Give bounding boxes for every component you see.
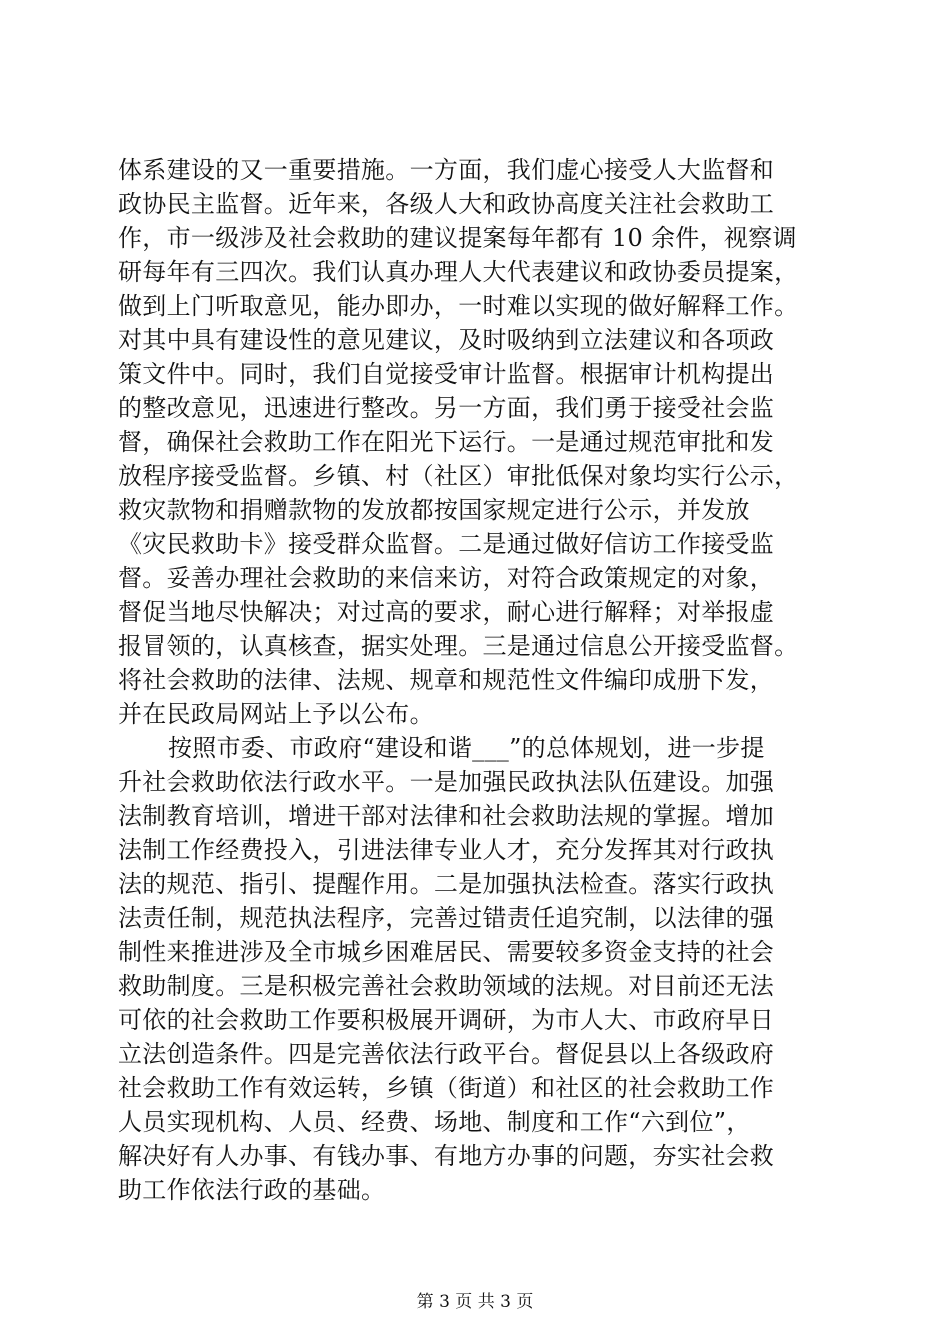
text-line: 法制工作经费投入，引进法律专业人才，充分发挥其对行政执 <box>118 836 775 864</box>
text-line: 按照市委、市政府“建设和谐___”的总体规划，进一步提 <box>168 734 765 762</box>
page-number-footer: 第 3 页 共 3 页 <box>416 1292 534 1312</box>
text-line: 的整改意见，迅速进行整改。另一方面，我们勇于接受社会监 <box>118 394 775 422</box>
text-line: 助工作依法行政的基础。 <box>118 1176 386 1204</box>
text-line: 救灾款物和捐赠款物的发放都按国家规定进行公示，并发放 <box>118 496 750 524</box>
body-text <box>118 153 838 1207</box>
text-line: 研每年有三四次。我们认真办理人大代表建议和政协委员提案， <box>118 258 799 286</box>
text-line: 立法创造条件。四是完善依法行政平台。督促县以上各级政府 <box>118 1040 775 1068</box>
text-line: 《灾民救助卡》接受群众监督。二是通过做好信访工作接受监 <box>118 530 775 558</box>
text-line: 政协民主监督。近年来，各级人大和政协高度关注社会救助工 <box>118 190 775 218</box>
text-line: 法的规范、指引、提醒作用。二是加强执法检查。落实行政执 <box>118 870 775 898</box>
text-line: 解决好有人办事、有钱办事、有地方办事的问题，夯实社会救 <box>118 1142 775 1170</box>
text-line: 法责任制，规范执法程序，完善过错责任追究制，以法律的强 <box>118 904 775 932</box>
text-line: 将社会救助的法律、法规、规章和规范性文件编印成册下发， <box>118 666 775 694</box>
paragraph-2 <box>118 731 838 1207</box>
text-line: 督。妥善办理社会救助的来信来访，对符合政策规定的对象， <box>118 564 775 592</box>
text-line: 并在民政局网站上予以公布。 <box>118 700 434 728</box>
text-line: 可依的社会救助工作要积极展开调研，为市人大、市政府早日 <box>118 1006 775 1034</box>
text-line: 做到上门听取意见，能办即办，一时难以实现的做好解释工作。 <box>118 292 799 320</box>
text-line: 救助制度。三是积极完善社会救助领域的法规。对目前还无法 <box>118 972 775 1000</box>
text-line: 对其中具有建设性的意见建议，及时吸纳到立法建议和各项政 <box>118 326 775 354</box>
text-line: 督促当地尽快解决；对过高的要求，耐心进行解释；对举报虚 <box>118 598 775 626</box>
text-line: 策文件中。同时，我们自觉接受审计监督。根据审计机构提出 <box>118 360 775 388</box>
text-line: 人员实现机构、人员、经费、场地、制度和工作“六到位”， <box>118 1108 751 1136</box>
text-line: 督，确保社会救助工作在阳光下运行。一是通过规范审批和发 <box>118 428 775 456</box>
text-line: 体系建设的又一重要措施。一方面，我们虚心接受人大监督和 <box>118 156 775 184</box>
text-line: 法制教育培训，增进干部对法律和社会救助法规的掌握。增加 <box>118 802 775 830</box>
text-line: 升社会救助依法行政水平。一是加强民政执法队伍建设。加强 <box>118 768 775 796</box>
text-line: 报冒领的，认真核查，据实处理。三是通过信息公开接受监督。 <box>118 632 799 660</box>
text-line: 放程序接受监督。乡镇、村（社区）审批低保对象均实行公示， <box>118 462 799 490</box>
paragraph-1 <box>118 153 838 731</box>
text-line: 制性来推进涉及全市城乡困难居民、需要较多资金支持的社会 <box>118 938 775 966</box>
text-line: 社会救助工作有效运转，乡镇（街道）和社区的社会救助工作 <box>118 1074 775 1102</box>
text-line: 作，市一级涉及社会救助的建议提案每年都有 10 余件，视察调 <box>118 224 797 252</box>
